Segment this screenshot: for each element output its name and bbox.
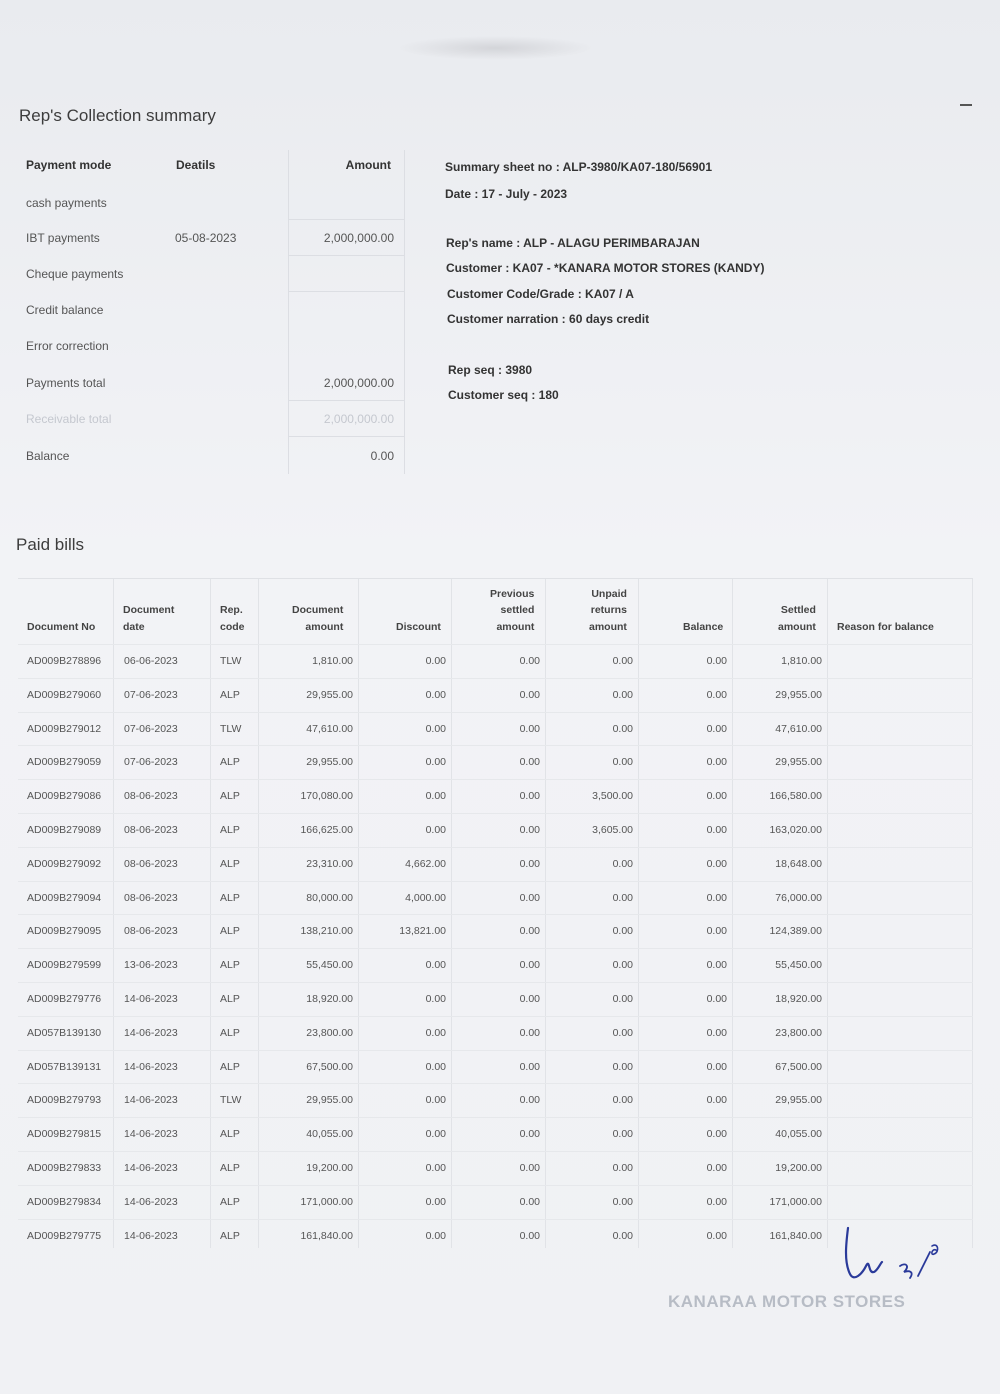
bill-balance: 0.00: [706, 925, 727, 938]
bill-settled-amount: 23,800.00: [775, 1026, 822, 1039]
header-line: amount: [778, 620, 816, 633]
table-row: [18, 881, 973, 915]
bill-balance: 0.00: [706, 1229, 727, 1242]
bill-document-amount: 170,080.00: [300, 790, 353, 803]
bill-rep-code: ALP: [220, 1195, 240, 1208]
bill-balance: 0.00: [706, 1195, 727, 1208]
bill-rep-code: ALP: [220, 756, 240, 769]
table-row: [18, 982, 973, 1016]
row-amount: 2,000,000.00: [323, 231, 394, 245]
bill-document-date: 08-06-2023: [124, 823, 178, 836]
header-line: amount: [496, 620, 535, 633]
bill-rep-code: TLW: [220, 1094, 242, 1107]
bill-settled-amount: 29,955.00: [775, 688, 822, 701]
bill-unpaid-returns: 0.00: [612, 1161, 633, 1174]
bill-document-no: AD009B279092: [27, 857, 102, 870]
table-row: [18, 678, 973, 712]
header-line: Document: [123, 604, 175, 616]
table-row: [18, 1083, 973, 1117]
bill-discount: 0.00: [425, 756, 446, 769]
bill-document-date: 07-06-2023: [124, 756, 178, 769]
summary-title: Rep's Collection summary: [19, 106, 216, 125]
bill-document-date: 14-06-2023: [124, 1229, 178, 1242]
bill-discount: 13,821.00: [399, 925, 446, 938]
bill-discount: 0.00: [425, 722, 446, 735]
summary-row: [18, 267, 406, 303]
bill-previous-settled: 0.00: [519, 1195, 540, 1208]
bill-rep-code: ALP: [220, 891, 240, 904]
customer-code-grade: Customer Code/Grade : KA07 / A: [447, 287, 634, 301]
bill-unpaid-returns: 0.00: [612, 925, 633, 938]
bill-document-amount: 23,310.00: [306, 857, 353, 870]
bill-previous-settled: 0.00: [519, 1094, 540, 1107]
bill-discount: 0.00: [425, 992, 446, 1005]
bill-previous-settled: 0.00: [519, 655, 540, 667]
bill-rep-code: ALP: [220, 857, 240, 870]
bill-previous-settled: 0.00: [519, 959, 540, 972]
bill-document-no: AD009B279599: [27, 959, 102, 972]
table-row: [18, 1050, 973, 1084]
bill-previous-settled: 0.00: [519, 891, 540, 904]
bill-document-no: AD009B279815: [27, 1128, 102, 1141]
row-label: cash payments: [26, 196, 107, 210]
bill-settled-amount: 163,020.00: [769, 823, 822, 836]
bill-settled-amount: 124,389.00: [769, 925, 822, 938]
header-line: Unpaid: [591, 587, 627, 600]
bill-document-no: AD057B139130: [27, 1026, 102, 1039]
bill-document-amount: 19,200.00: [306, 1161, 353, 1174]
row-amount: 2,000,000.00: [323, 376, 394, 390]
bill-unpaid-returns: 0.00: [612, 1060, 633, 1073]
table-body: [18, 644, 973, 1252]
bill-settled-amount: 47,610.00: [775, 722, 822, 735]
header-payment-mode: Payment mode: [26, 158, 112, 172]
bill-unpaid-returns: 0.00: [612, 756, 633, 769]
bill-document-date: 08-06-2023: [124, 925, 178, 938]
row-amount: 0.00: [370, 449, 394, 463]
summary-row: [18, 339, 406, 375]
bill-rep-code: TLW: [220, 722, 242, 735]
header-document-amount: [292, 602, 343, 635]
bill-settled-amount: 166,580.00: [769, 790, 822, 803]
bill-document-amount: 23,800.00: [306, 1026, 353, 1039]
bill-balance: 0.00: [706, 655, 727, 667]
summary-row: [18, 303, 406, 339]
header-amount: Amount: [345, 158, 391, 172]
table-row: [18, 712, 973, 746]
bill-unpaid-returns: 0.00: [612, 992, 633, 1005]
bill-unpaid-returns: 0.00: [612, 1128, 633, 1141]
header-line: Document: [292, 604, 344, 616]
bill-balance: 0.00: [706, 1094, 727, 1107]
bill-document-amount: 29,955.00: [306, 756, 353, 769]
bill-document-date: 08-06-2023: [124, 857, 178, 870]
bill-discount: 0.00: [425, 790, 446, 803]
summary-date: Date : 17 - July - 2023: [445, 187, 568, 201]
row-label: Balance: [26, 449, 70, 463]
bill-previous-settled: 0.00: [519, 1229, 540, 1242]
header-document-no: Document No: [27, 620, 96, 633]
bill-document-date: 13-06-2023: [124, 959, 178, 972]
bill-settled-amount: 18,920.00: [775, 992, 822, 1005]
bill-discount: 0.00: [425, 823, 446, 836]
bill-document-date: 14-06-2023: [124, 1060, 178, 1073]
bill-balance: 0.00: [706, 1128, 727, 1141]
table-row: [18, 914, 973, 948]
bill-rep-code: ALP: [220, 1161, 240, 1174]
header-previous-settled: [490, 586, 534, 636]
bill-document-date: 07-06-2023: [124, 722, 178, 735]
header-line: Settled: [780, 604, 816, 616]
row-divider: [288, 291, 404, 292]
customer-narration: Customer narration : 60 days credit: [447, 312, 650, 326]
bill-balance: 0.00: [706, 959, 727, 972]
table-row: [18, 745, 973, 779]
bill-previous-settled: 0.00: [519, 1161, 540, 1174]
bill-document-date: 14-06-2023: [124, 1094, 178, 1107]
table-row: [18, 1016, 973, 1050]
bill-document-no: AD009B279775: [27, 1229, 102, 1242]
bill-document-date: 08-06-2023: [124, 891, 178, 904]
bill-document-date: 08-06-2023: [124, 790, 178, 803]
customer-name: Customer : KA07 - *KANARA MOTOR STORES (KANDY): [446, 261, 765, 275]
bill-balance: 0.00: [706, 1161, 727, 1174]
bill-document-date: 14-06-2023: [124, 1195, 178, 1208]
pen-mark: [960, 104, 972, 106]
bill-balance: 0.00: [706, 823, 727, 836]
paid-bills-title: Paid bills: [16, 535, 85, 554]
bill-discount: 0.00: [425, 1195, 446, 1208]
bill-document-amount: 138,210.00: [300, 925, 353, 938]
bill-document-no: AD057B139131: [27, 1060, 102, 1073]
bill-document-amount: 67,500.00: [306, 1060, 353, 1073]
bill-settled-amount: 55,450.00: [775, 959, 822, 972]
bill-balance: 0.00: [706, 790, 727, 803]
summary-row: [18, 231, 406, 267]
bill-unpaid-returns: 0.00: [612, 655, 633, 667]
row-label: Cheque payments: [26, 267, 124, 281]
bill-balance: 0.00: [706, 1060, 727, 1073]
row-amount: 2,000,000.00: [323, 412, 394, 426]
bill-rep-code: TLW: [220, 655, 242, 667]
rep-seq: Rep seq : 3980: [448, 363, 533, 377]
bill-settled-amount: 67,500.00: [775, 1060, 822, 1073]
table-row: [18, 644, 973, 678]
header-line: Previous: [490, 587, 535, 600]
bill-discount: 0.00: [425, 655, 446, 667]
bill-discount: 4,662.00: [405, 857, 446, 870]
bill-document-date: 14-06-2023: [124, 1161, 178, 1174]
header-discount: Discount: [396, 620, 441, 633]
bill-rep-code: ALP: [220, 1026, 240, 1039]
bill-previous-settled: 0.00: [519, 925, 540, 938]
bill-document-no: AD009B279012: [27, 722, 102, 735]
table-row: [18, 1151, 973, 1185]
bill-balance: 0.00: [706, 756, 727, 769]
header-settled-amount: [778, 602, 816, 635]
header-rep-code: [220, 602, 245, 635]
table-row: [18, 1117, 973, 1151]
bill-rep-code: ALP: [220, 790, 240, 803]
summary-row: [18, 376, 406, 412]
bill-unpaid-returns: 0.00: [612, 1229, 633, 1242]
bill-rep-code: ALP: [220, 823, 240, 836]
bill-document-no: AD009B279776: [27, 992, 102, 1005]
row-label: Credit balance: [26, 303, 104, 317]
bill-settled-amount: 161,840.00: [769, 1229, 822, 1242]
table-row: [18, 813, 973, 847]
header-balance: Balance: [683, 620, 724, 633]
header-details: Deatils: [176, 158, 216, 172]
bill-document-amount: 55,450.00: [306, 959, 353, 972]
header-line: code: [220, 620, 245, 633]
row-divider: [288, 255, 404, 256]
bill-unpaid-returns: 0.00: [612, 891, 633, 904]
bill-document-no: AD009B279834: [27, 1195, 102, 1208]
bill-document-no: AD009B279094: [27, 891, 102, 904]
row-label: Error correction: [26, 339, 109, 353]
bill-document-no: AD009B278896: [27, 655, 102, 667]
table-header: [18, 578, 973, 645]
header-line: amount: [305, 620, 344, 633]
table-row: [18, 948, 973, 982]
bill-balance: 0.00: [706, 891, 727, 904]
bill-rep-code: ALP: [220, 959, 240, 972]
bill-previous-settled: 0.00: [519, 756, 540, 769]
bill-document-amount: 171,000.00: [300, 1195, 353, 1208]
table-row: [18, 847, 973, 881]
bill-balance: 0.00: [706, 688, 727, 701]
bill-balance: 0.00: [706, 722, 727, 735]
bill-previous-settled: 0.00: [519, 857, 540, 870]
header-line: date: [123, 620, 145, 633]
bill-rep-code: ALP: [220, 1128, 240, 1141]
bill-discount: 0.00: [425, 1060, 446, 1073]
header-line: returns: [590, 604, 627, 616]
bill-discount: 0.00: [425, 1128, 446, 1141]
bill-document-amount: 1,810.00: [312, 655, 353, 667]
row-divider: [288, 219, 404, 220]
bill-document-amount: 166,625.00: [300, 823, 353, 836]
bill-document-date: 14-06-2023: [124, 1128, 178, 1141]
bill-document-date: 07-06-2023: [124, 688, 178, 701]
bill-discount: 4,000.00: [405, 891, 446, 904]
table-row: [18, 1185, 973, 1219]
summary-sheet-no: Summary sheet no : ALP-3980/KA07-180/56901: [445, 160, 713, 174]
row-divider: [288, 436, 404, 437]
summary-row: [18, 196, 406, 232]
bill-document-amount: 47,610.00: [306, 722, 353, 735]
header-line: Rep.: [220, 604, 243, 616]
scan-smudge: [398, 36, 593, 60]
customer-seq: Customer seq : 180: [448, 388, 559, 402]
bill-document-no: AD009B279095: [27, 925, 102, 938]
bill-document-no: AD009B279086: [27, 790, 102, 803]
bill-discount: 0.00: [425, 1094, 446, 1107]
bill-unpaid-returns: 0.00: [612, 722, 633, 735]
bill-document-amount: 18,920.00: [306, 992, 353, 1005]
company-stamp: KANARAA MOTOR STORES: [668, 1292, 906, 1311]
header-reason-for-balance: Reason for balance: [837, 620, 934, 633]
bill-previous-settled: 0.00: [519, 688, 540, 701]
bill-balance: 0.00: [706, 992, 727, 1005]
row-label: Receivable total: [26, 412, 112, 426]
table-row: [18, 1219, 973, 1253]
bill-previous-settled: 0.00: [519, 992, 540, 1005]
bill-discount: 0.00: [425, 688, 446, 701]
bill-settled-amount: 29,955.00: [775, 756, 822, 769]
bill-unpaid-returns: 3,500.00: [592, 790, 633, 803]
bill-balance: 0.00: [706, 1026, 727, 1039]
bill-discount: 0.00: [425, 959, 446, 972]
header-unpaid-returns: [589, 586, 627, 636]
bill-document-amount: 29,955.00: [306, 688, 353, 701]
bill-unpaid-returns: 0.00: [612, 688, 633, 701]
bill-previous-settled: 0.00: [519, 1128, 540, 1141]
header-line: amount: [589, 620, 627, 633]
bill-settled-amount: 18,648.00: [775, 857, 822, 870]
bill-unpaid-returns: 0.00: [612, 1195, 633, 1208]
bill-rep-code: ALP: [220, 1060, 240, 1073]
bill-unpaid-returns: 0.00: [612, 857, 633, 870]
bill-document-date: 14-06-2023: [124, 1026, 178, 1039]
bill-settled-amount: 40,055.00: [775, 1128, 822, 1141]
bill-document-amount: 29,955.00: [306, 1094, 353, 1107]
bill-unpaid-returns: 3,605.00: [592, 823, 633, 836]
bill-previous-settled: 0.00: [519, 1026, 540, 1039]
bill-rep-code: ALP: [220, 1229, 240, 1242]
bill-document-no: AD009B279059: [27, 756, 102, 769]
bill-document-amount: 80,000.00: [306, 891, 353, 904]
row-label: Payments total: [26, 376, 106, 390]
bill-previous-settled: 0.00: [519, 1060, 540, 1073]
bill-discount: 0.00: [425, 1026, 446, 1039]
bill-unpaid-returns: 0.00: [612, 959, 633, 972]
bill-rep-code: ALP: [220, 688, 240, 701]
header-line: settled: [500, 604, 535, 616]
bill-document-amount: 40,055.00: [306, 1128, 353, 1141]
bill-settled-amount: 19,200.00: [775, 1161, 822, 1174]
table-row: [18, 779, 973, 813]
bill-previous-settled: 0.00: [519, 790, 540, 803]
bill-discount: 0.00: [425, 1229, 446, 1242]
bill-balance: 0.00: [706, 857, 727, 870]
row-label: IBT payments: [26, 231, 100, 245]
bill-previous-settled: 0.00: [519, 823, 540, 836]
header-document-date: [123, 602, 174, 635]
bill-settled-amount: 171,000.00: [769, 1195, 822, 1208]
row-divider: [288, 400, 404, 401]
bill-settled-amount: 1,810.00: [781, 655, 822, 667]
bill-unpaid-returns: 0.00: [612, 1026, 633, 1039]
summary-row-faded: [18, 412, 406, 448]
bill-settled-amount: 76,000.00: [775, 891, 822, 904]
handwritten-signature: [840, 1222, 950, 1292]
bill-document-date: 14-06-2023: [124, 992, 178, 1005]
bill-document-date: 06-06-2023: [124, 655, 178, 667]
bill-document-amount: 161,840.00: [300, 1229, 353, 1242]
bill-settled-amount: 29,955.00: [775, 1094, 822, 1107]
rep-name: Rep's name : ALP - ALAGU PERIMBARAJAN: [446, 236, 700, 250]
bill-document-no: AD009B279060: [27, 688, 102, 701]
bill-unpaid-returns: 0.00: [612, 1094, 633, 1107]
summary-row: [18, 449, 406, 485]
bill-discount: 0.00: [425, 1161, 446, 1174]
bill-document-no: AD009B279793: [27, 1094, 102, 1107]
row-details: 05-08-2023: [175, 231, 237, 245]
bill-document-no: AD009B279833: [27, 1161, 102, 1174]
bill-rep-code: ALP: [220, 992, 240, 1005]
bill-previous-settled: 0.00: [519, 722, 540, 735]
bill-rep-code: ALP: [220, 925, 240, 938]
bill-document-no: AD009B279089: [27, 823, 102, 836]
